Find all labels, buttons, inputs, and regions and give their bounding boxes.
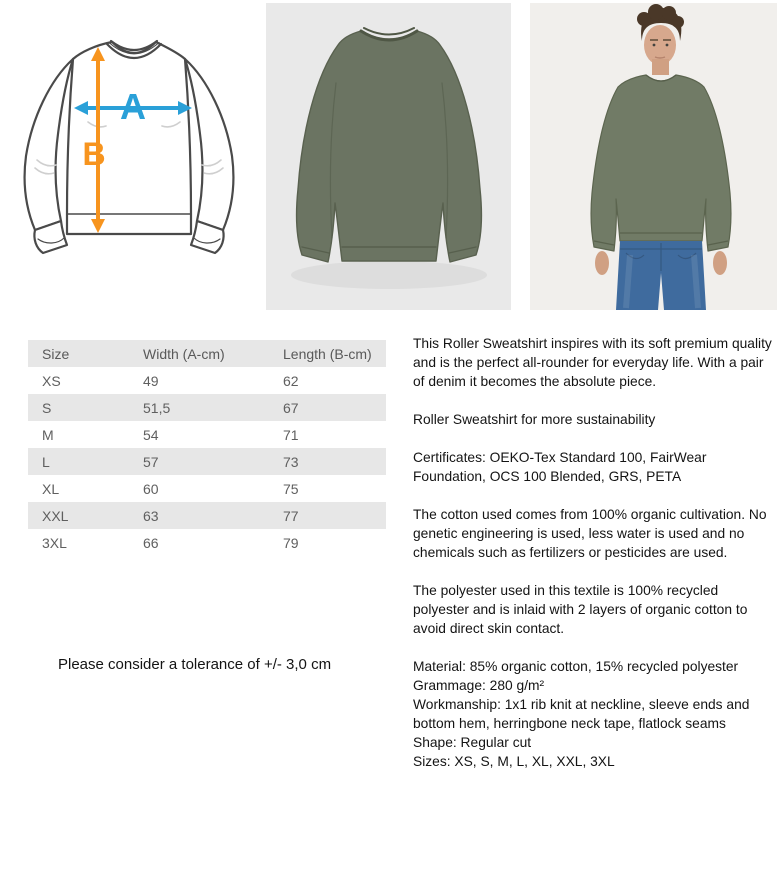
- size-cell: XXL: [42, 507, 69, 524]
- table-row: [28, 448, 386, 475]
- size-cell: S: [42, 399, 52, 416]
- width-cell: 54: [143, 426, 159, 443]
- table-row: [28, 502, 386, 529]
- width-cell: 57: [143, 453, 159, 470]
- spec-line: Workmanship: 1x1 rib knit at neckline, sleeve ends and bottom hem, herringbone neck tape, flatlock seams: [413, 697, 750, 731]
- size-cell: M: [42, 426, 54, 443]
- column-header-length: Length (B-cm): [283, 345, 372, 362]
- description-paragraph: The polyester used in this textile is 100% recycled polyester and is inlaid with 2 layers of organic cotton to avoid direct skin contact.: [413, 583, 748, 636]
- description-paragraph: This Roller Sweatshirt inspires with its soft premium quality and is the perfect all-rounder for everyday life. With a pair of denim it becomes the absolute piece.: [413, 336, 772, 389]
- column-header-size: Size: [42, 345, 70, 362]
- size-table: [28, 340, 386, 556]
- table-row: [28, 367, 386, 394]
- spec-line: Material: 85% organic cotton, 15% recycled polyester: [413, 659, 739, 674]
- length-cell: 67: [283, 399, 299, 416]
- size-table-header: [28, 340, 386, 367]
- width-cell: 60: [143, 480, 159, 497]
- size-cell: L: [42, 453, 50, 470]
- sweatshirt-outline-icon: [25, 41, 234, 253]
- model-hand-right: [713, 251, 727, 275]
- length-cell: 79: [283, 534, 299, 551]
- width-cell: 63: [143, 507, 159, 524]
- size-cell: XL: [42, 480, 60, 497]
- size-cell: 3XL: [42, 534, 67, 551]
- table-row: [28, 529, 386, 556]
- width-cell: 51,5: [143, 399, 171, 416]
- sweatshirt-flat-illustration: [266, 3, 511, 310]
- length-cell: 73: [283, 453, 299, 470]
- length-cell: 77: [283, 507, 299, 524]
- table-row: [28, 475, 386, 502]
- description-paragraph: Certificates: OEKO-Tex Standard 100, FairWear Foundation, OCS 100 Blended, GRS, PETA: [413, 450, 707, 484]
- size-diagram-illustration: [10, 18, 260, 280]
- column-header-width: Width (A-cm): [143, 345, 225, 362]
- width-cell: 49: [143, 372, 159, 389]
- width-cell: 66: [143, 534, 159, 551]
- model-sweatshirt: [591, 75, 731, 251]
- table-row: [28, 394, 386, 421]
- spec-line: Sizes: XS, S, M, L, XL, XXL, 3XL: [413, 754, 615, 769]
- size-cell: XS: [42, 372, 61, 389]
- spec-line: Shape: Regular cut: [413, 735, 532, 750]
- product-photo-flat: [266, 3, 511, 310]
- table-row: [28, 421, 386, 448]
- product-description: [413, 334, 777, 771]
- spec-line: Grammage: 280 g/m²: [413, 678, 545, 693]
- tolerance-note: Please consider a tolerance of +/- 3,0 cm: [58, 656, 332, 673]
- product-photo-model: [530, 3, 777, 310]
- description-paragraph: The cotton used comes from 100% organic cultivation. No genetic engineering is used, less water is used and no chemicals such as fertilizers or pesticides are used.: [413, 507, 767, 560]
- label-a: A: [120, 86, 146, 127]
- size-diagram-panel: [10, 18, 260, 280]
- model-illustration: [530, 3, 777, 310]
- description-paragraph: Roller Sweatshirt for more sustainability: [413, 412, 656, 427]
- length-cell: 75: [283, 480, 299, 497]
- length-cell: 62: [283, 372, 299, 389]
- spec-list: [413, 657, 777, 771]
- model-hand-left: [595, 251, 609, 275]
- length-cell: 71: [283, 426, 299, 443]
- label-b: B: [82, 136, 106, 172]
